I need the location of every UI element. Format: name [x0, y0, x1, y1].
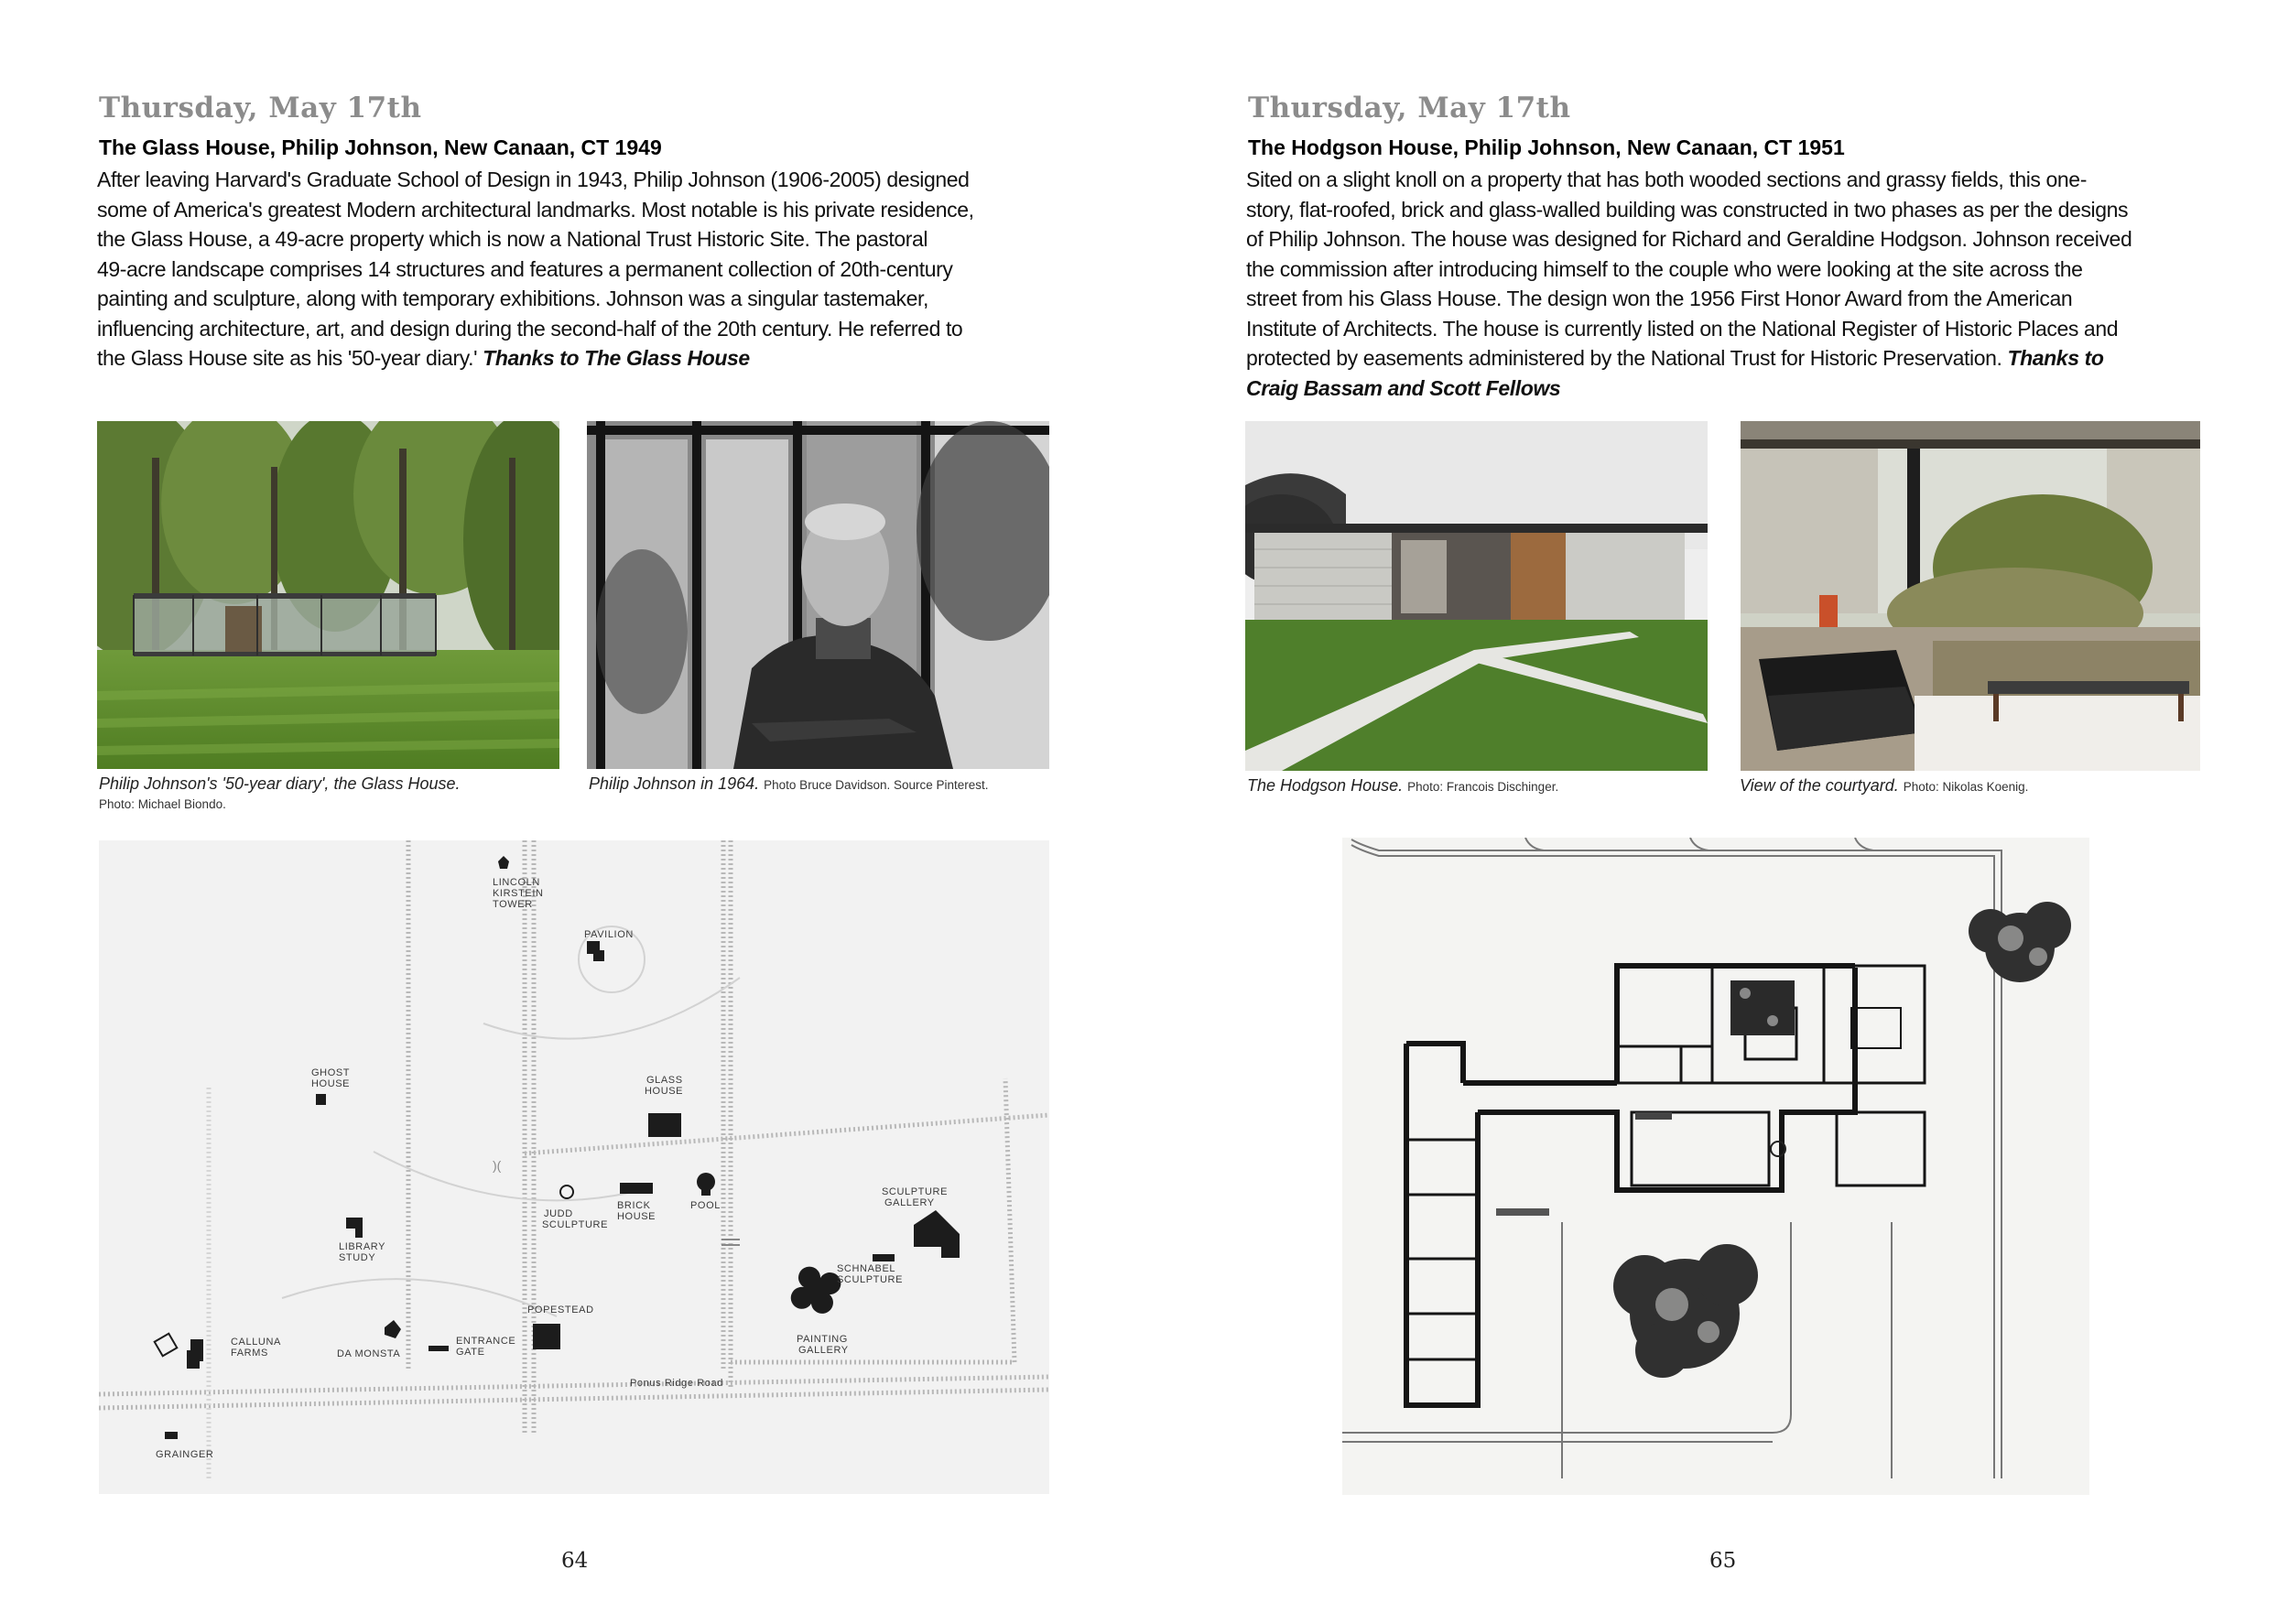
map-label-schnabel: SCULPTURE: [837, 1274, 904, 1285]
map-label-grainger: GRAINGER: [156, 1449, 214, 1460]
body-text: protected by easements administered by the National Trust for Historic Preservation.: [1246, 346, 2002, 370]
body-text: the Glass House site as his '50-year diary.': [97, 346, 478, 370]
caption-credit: Photo Bruce Davidson. Source Pinterest.: [764, 778, 989, 792]
map-label-brick-house: HOUSE: [617, 1211, 656, 1222]
body-line: [1246, 343, 2217, 374]
map-label-brick-house: BRICK: [617, 1200, 651, 1211]
caption-credit: Photo: Francois Dischinger.: [1407, 780, 1559, 794]
map-label-pavilion: PAVILION: [584, 929, 634, 940]
map-label-ghost-house: GHOST: [311, 1067, 351, 1078]
map-label-painting: PAINTING: [797, 1334, 848, 1345]
body-line: [97, 343, 1068, 374]
map-label-painting: GALLERY: [798, 1345, 849, 1356]
caption-credit: Photo: Michael Biondo.: [99, 797, 226, 811]
hodgson-house-photo: [1245, 421, 1708, 771]
day-heading: Thursday, May 17th: [1248, 92, 1571, 125]
map-label-lincoln: KIRSTEIN: [493, 888, 544, 899]
map-label-popestead: POPESTEAD: [527, 1305, 594, 1315]
caption-italic: Philip Johnson's '50-year diary', the Glass House.: [99, 774, 461, 793]
caption-credit: Photo: Nikolas Koenig.: [1903, 780, 2029, 794]
map-label-library: STUDY: [339, 1252, 376, 1263]
glass-house-photo: [97, 421, 559, 769]
map-label-sculpture-gallery: SCULPTURE: [882, 1186, 949, 1197]
caption-italic: View of the courtyard.: [1740, 776, 1899, 795]
body-line: the Glass House, a 49-acre property which is now a National Trust Historic Site. The pastoral: [97, 227, 928, 251]
photo-caption: [1740, 776, 2202, 796]
body-line: After leaving Harvard's Graduate School of Design in 1943, Philip Johnson (1906-2005) designed: [97, 168, 970, 191]
map-label-calluna: CALLUNA: [231, 1337, 281, 1348]
body-line: Institute of Architects. The house is currently listed on the National Register of Historic Places and: [1246, 316, 2119, 341]
johnson-portrait-photo: [587, 421, 1049, 769]
site-map: [99, 840, 1049, 1494]
svg-text:)(: )(: [493, 1158, 502, 1173]
map-label-lincoln: TOWER: [493, 899, 533, 910]
map-label-calluna: FARMS: [231, 1348, 268, 1359]
body-line: some of America's greatest Modern architectural landmarks. Most notable is his private residence,: [97, 197, 974, 222]
map-label-library: LIBRARY: [339, 1241, 386, 1252]
map-label-entrance: ENTRANCE: [456, 1336, 516, 1347]
day-heading: Thursday, May 17th: [99, 92, 422, 125]
map-label-road: Ponus Ridge Road: [630, 1378, 723, 1389]
thanks-credit: Craig Bassam and Scott Fellows: [1246, 375, 1561, 400]
body-line: Sited on a slight knoll on a property that has both wooded sections and grassy fields, this one-: [1246, 168, 2087, 191]
body-line: influencing architecture, art, and design during the second-half of the 20th century. He referred to: [97, 316, 963, 341]
body-line: street from his Glass House. The design won the 1956 First Honor Award from the American: [1246, 287, 2073, 310]
photo-caption: [99, 774, 561, 814]
map-label-lincoln: LINCOLN: [493, 877, 540, 888]
floor-plan: [1342, 838, 2089, 1495]
body-line: painting and sculpture, along with temporary exhibitions. Johnson was a singular tastemaker,: [97, 287, 929, 310]
map-label-entrance: GATE: [456, 1347, 485, 1358]
left-page: [0, 0, 1144, 1624]
body-line: 49-acre landscape comprises 14 structures and features a permanent collection of 20th-century: [97, 256, 953, 281]
body-line: story, flat-roofed, brick and glass-walled building was constructed in two phases as per the designs: [1246, 197, 2129, 222]
photo-caption: [589, 774, 1051, 795]
map-label-ghost-house: HOUSE: [311, 1078, 351, 1089]
caption-italic: Philip Johnson in 1964.: [589, 774, 760, 793]
courtyard-photo: [1741, 421, 2200, 771]
map-label-schnabel: SCHNABEL: [837, 1263, 896, 1274]
page-number: 64: [561, 1549, 589, 1573]
body-line: of Philip Johnson. The house was designed for Richard and Geraldine Hodgson. Johnson received: [1246, 227, 2132, 251]
thanks-credit: Thanks to: [2007, 346, 2104, 370]
page-number: 65: [1709, 1549, 1737, 1573]
map-label-judd: JUDD: [544, 1208, 573, 1219]
body-line: the commission after introducing himself to the couple who were looking at the site across the: [1246, 256, 2083, 281]
right-page: [1144, 0, 2289, 1624]
photo-caption: [1247, 776, 1709, 796]
thanks-credit: Thanks to The Glass House: [483, 346, 750, 370]
map-label-judd: SCULPTURE: [542, 1219, 609, 1230]
map-label-da-monsta: DA MONSTA: [337, 1348, 401, 1359]
article-body: [1246, 165, 2217, 403]
article-title: The Hodgson House, Philip Johnson, New Canaan, CT 1951: [1248, 135, 1845, 159]
article-title: The Glass House, Philip Johnson, New Canaan, CT 1949: [99, 135, 662, 159]
article-body: [97, 165, 1068, 374]
caption-italic: The Hodgson House.: [1247, 776, 1404, 795]
map-label-glass-house: HOUSE: [645, 1086, 684, 1097]
map-label-pool: POOL: [690, 1200, 721, 1211]
map-label-glass-house: GLASS: [646, 1075, 683, 1086]
map-label-sculpture-gallery: GALLERY: [884, 1197, 935, 1208]
